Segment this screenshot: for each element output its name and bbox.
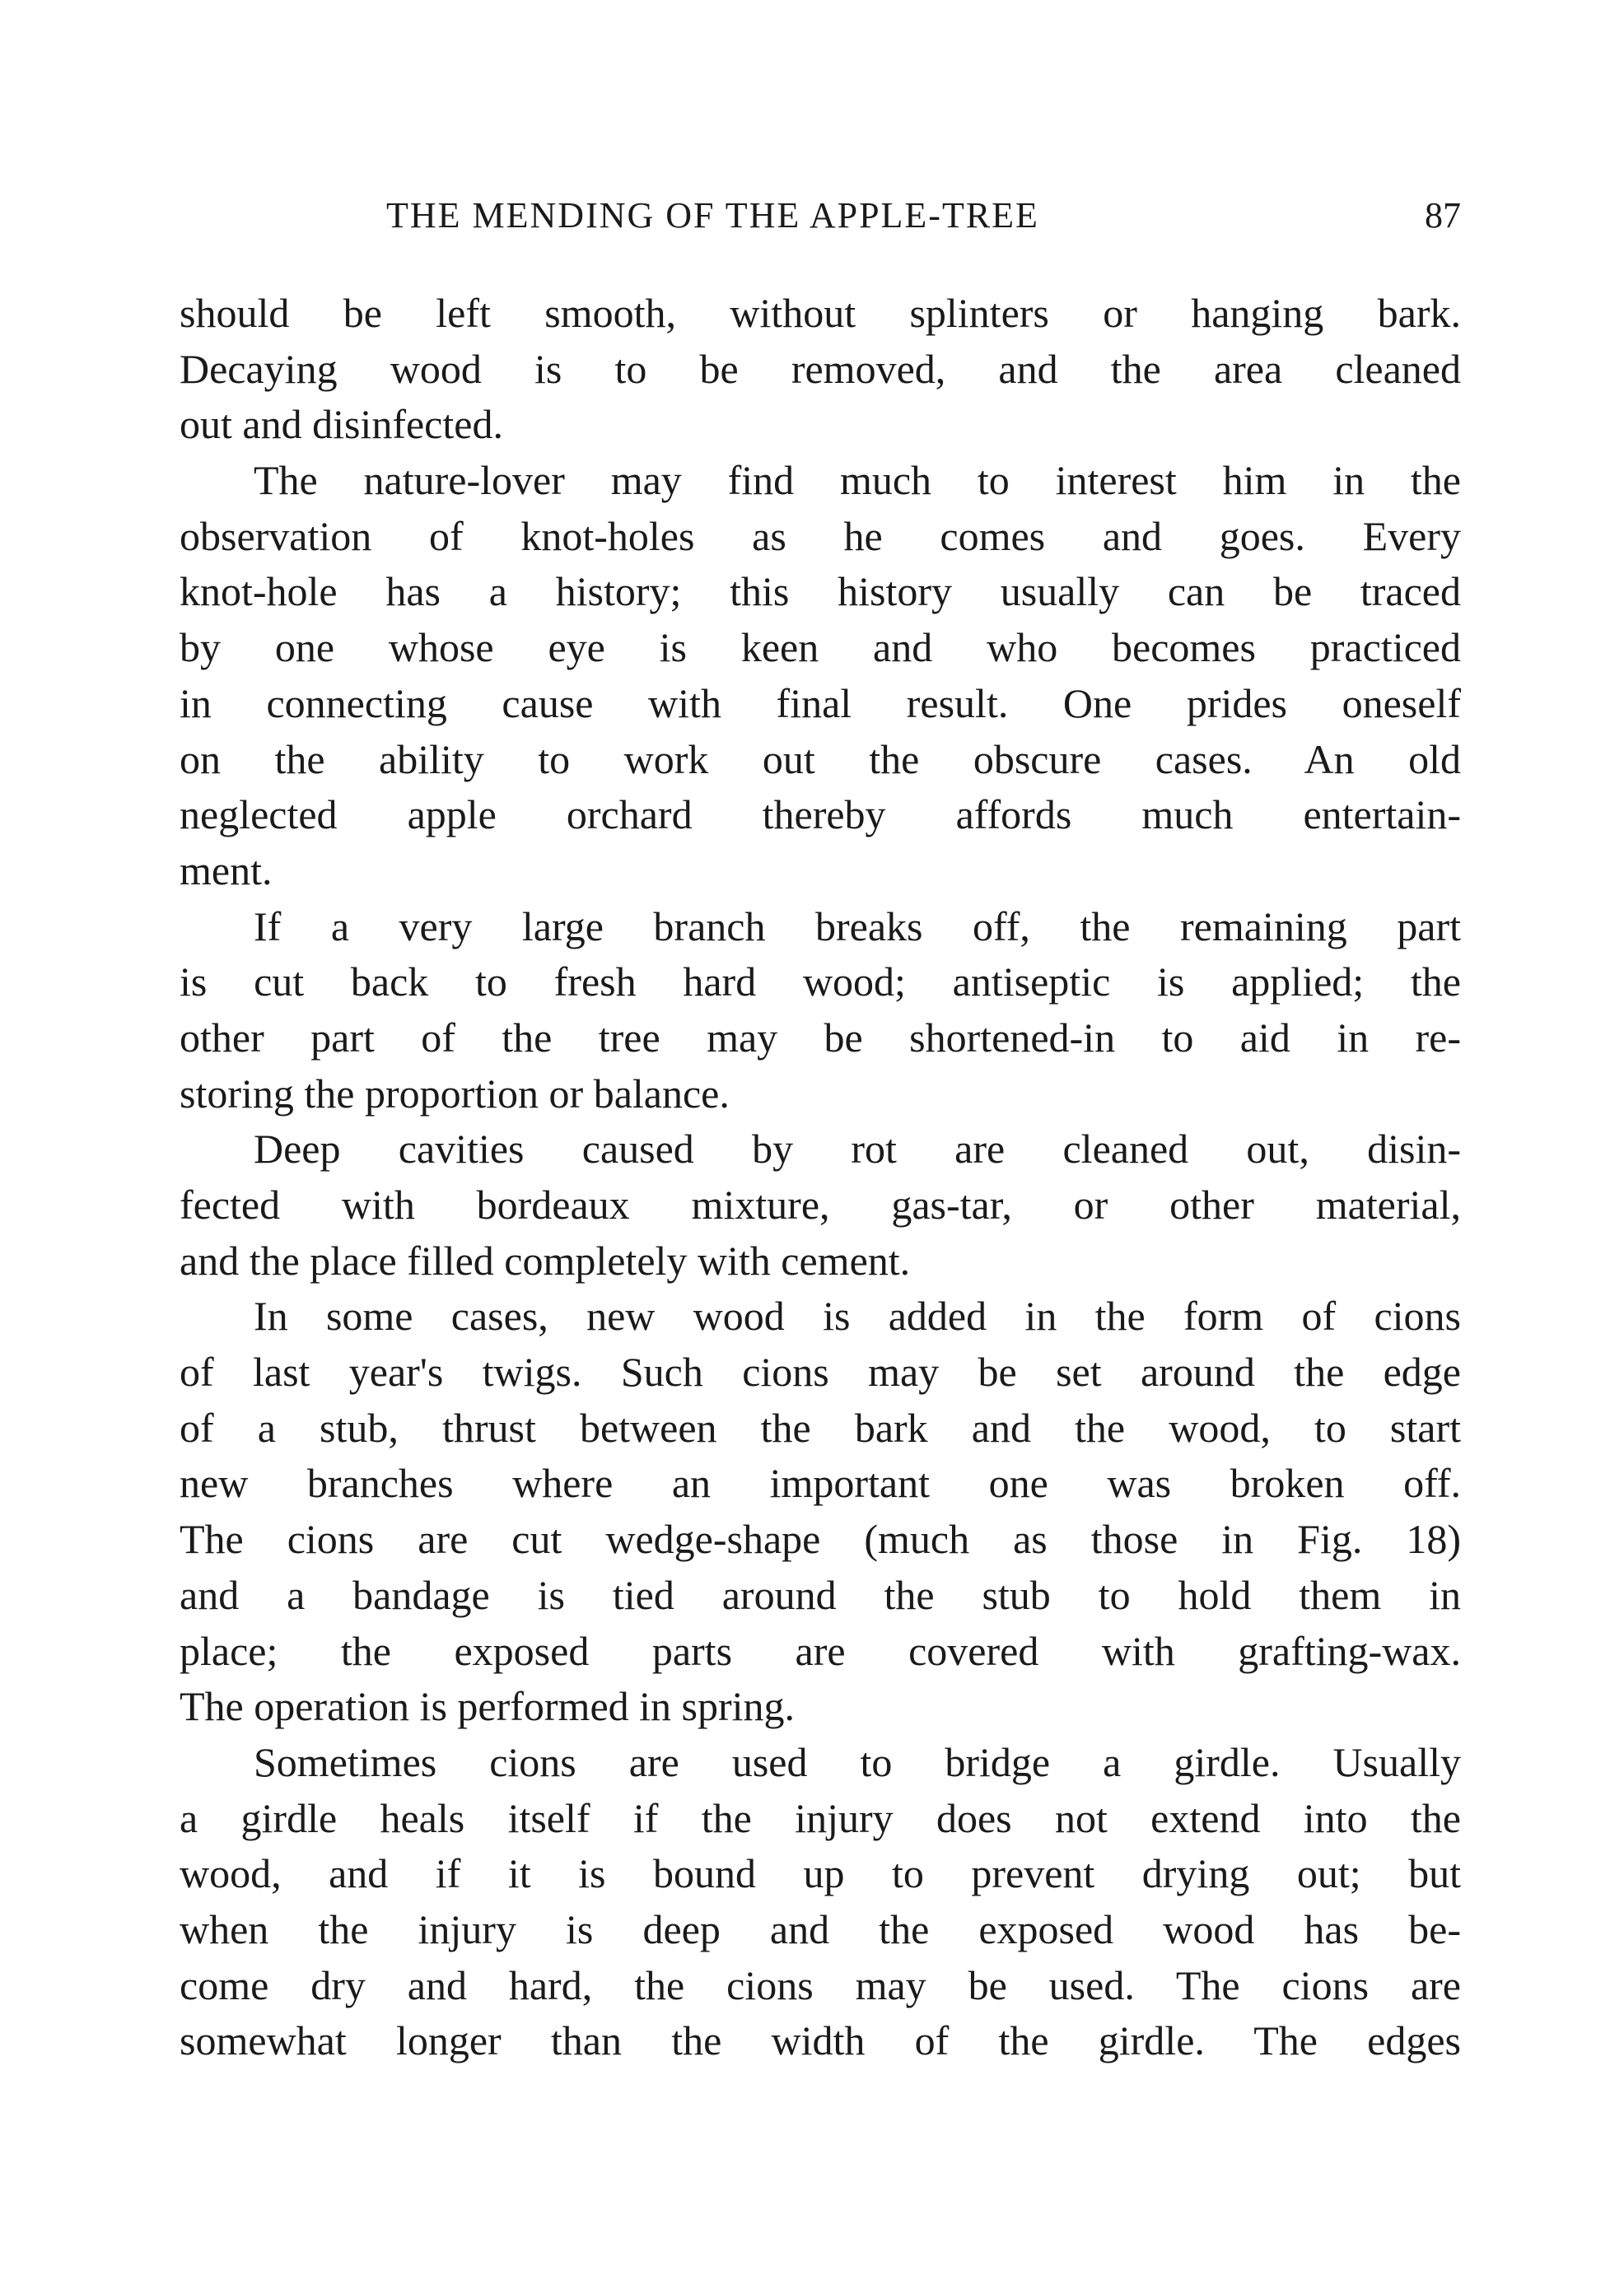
- text-line: when the injury is deep and the exposed wood has be-: [180, 1905, 1461, 1952]
- text-line: out and disinfected.: [180, 401, 503, 448]
- text-line: and a bandage is tied around the stub to hold them in: [180, 1571, 1461, 1618]
- text-line: Deep cavities caused by rot are cleaned out, disin-: [254, 1126, 1461, 1173]
- text-line: is cut back to fresh hard wood; antiseptic is applied; the: [180, 958, 1461, 1005]
- text-line: observation of knot-holes as he comes and goes. Every: [180, 512, 1461, 559]
- text-line: The cions are cut wedge-shape (much as those in Fig. 18): [180, 1516, 1461, 1563]
- text-line: ment.: [180, 846, 273, 893]
- paragraph: [180, 453, 1461, 899]
- text-line: in connecting cause with final result. One prides oneself: [180, 679, 1461, 726]
- text-line: place; the exposed parts are covered with grafting-wax.: [180, 1627, 1461, 1674]
- text-line: and the place filled completely with cement.: [180, 1237, 911, 1284]
- text-line: If a very large branch breaks off, the remaining part: [254, 902, 1461, 949]
- text-line: The nature-lover may find much to interest him in the: [254, 457, 1461, 504]
- text-line: wood, and if it is bound up to prevent drying out; but: [180, 1850, 1461, 1897]
- text-line: come dry and hard, the cions may be used. The cions are: [180, 1961, 1461, 2008]
- paragraph: [180, 286, 1461, 453]
- paragraph: [180, 1735, 1461, 2069]
- text-line: other part of the tree may be shortened-in to aid in re-: [180, 1014, 1461, 1061]
- page-number: 87: [1425, 195, 1461, 235]
- text-line: Sometimes cions are used to bridge a girdle. Usually: [254, 1738, 1461, 1785]
- text-line: The operation is performed in spring.: [180, 1683, 796, 1730]
- text-line: by one whose eye is keen and who becomes practiced: [180, 624, 1461, 671]
- text-line: on the ability to work out the obscure cases. An old: [180, 735, 1461, 782]
- body-text: [180, 286, 1461, 2069]
- text-line: should be left smooth, without splinters or hanging bark.: [180, 290, 1461, 336]
- text-line: of a stub, thrust between the bark and the wood, to start: [180, 1404, 1461, 1451]
- text-line: fected with bordeaux mixture, gas-tar, or other material,: [180, 1182, 1461, 1228]
- text-line: Decaying wood is to be removed, and the area cleaned: [180, 345, 1461, 392]
- page-header: [180, 194, 1461, 244]
- text-line: a girdle heals itself if the injury does not extend into the: [180, 1794, 1461, 1841]
- text-line: knot-hole has a history; this history usually can be traced: [180, 568, 1461, 615]
- paragraph: [180, 1289, 1461, 1735]
- paragraph: [180, 1122, 1461, 1289]
- text-line: neglected apple orchard thereby affords much entertain-: [180, 791, 1461, 838]
- running-title: THE MENDING OF THE APPLE-TREE: [386, 195, 1039, 235]
- text-line: somewhat longer than the width of the girdle. The edges: [180, 2017, 1461, 2064]
- text-line: storing the proportion or balance.: [180, 1070, 730, 1117]
- paragraph: [180, 899, 1461, 1122]
- text-line: of last year's twigs. Such cions may be set around the edge: [180, 1349, 1461, 1396]
- text-line: In some cases, new wood is added in the form of cions: [254, 1293, 1461, 1340]
- text-line: new branches where an important one was broken off.: [180, 1460, 1461, 1507]
